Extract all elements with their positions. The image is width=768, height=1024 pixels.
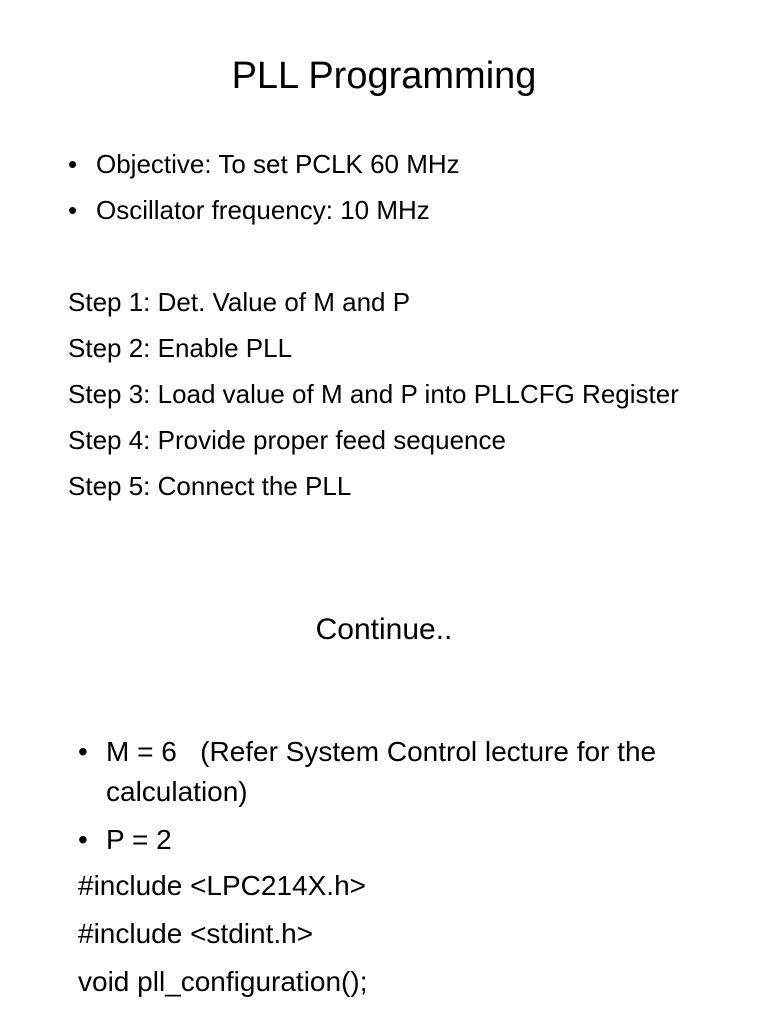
bullet-icon: • [68,149,78,179]
parameter-bullet-list [78,732,738,868]
bullet-text: Oscillator frequency: 10 MHz [96,195,430,225]
bullet-icon: • [68,195,78,225]
bullet-icon: • [78,736,88,767]
step-2: Step 2: Enable PLL [68,333,293,363]
bullet-item-p-value [78,820,738,860]
continue-title: Continue.. [315,613,453,646]
bullet-item-m-value [78,732,738,812]
step-5: Step 5: Connect the PLL [68,471,352,501]
code-line-include-stdint: #include <stdint.h> [78,918,314,949]
bullet-text: P = 2 [106,824,172,855]
code-line-function-decl: void pll_configuration(); [78,966,368,997]
step-4: Step 4: Provide proper feed sequence [68,425,506,455]
slide-title: PLL Programming [231,55,537,97]
bullet-text: Objective: To set PCLK 60 MHz [96,149,460,179]
code-block [78,866,368,1010]
steps-list [68,284,758,514]
bullet-item-objective [68,146,460,182]
step-3: Step 3: Load value of M and P into PLLCFG Register [68,379,679,409]
bullet-text: M = 6 (Refer System Control lecture for the calculation) [106,736,664,807]
step-1: Step 1: Det. Value of M and P [68,287,411,317]
bullet-icon: • [78,824,88,855]
bullet-item-oscillator [68,192,460,228]
objective-bullet-list [68,146,460,238]
code-line-include-lpc: #include <LPC214X.h> [78,870,366,901]
